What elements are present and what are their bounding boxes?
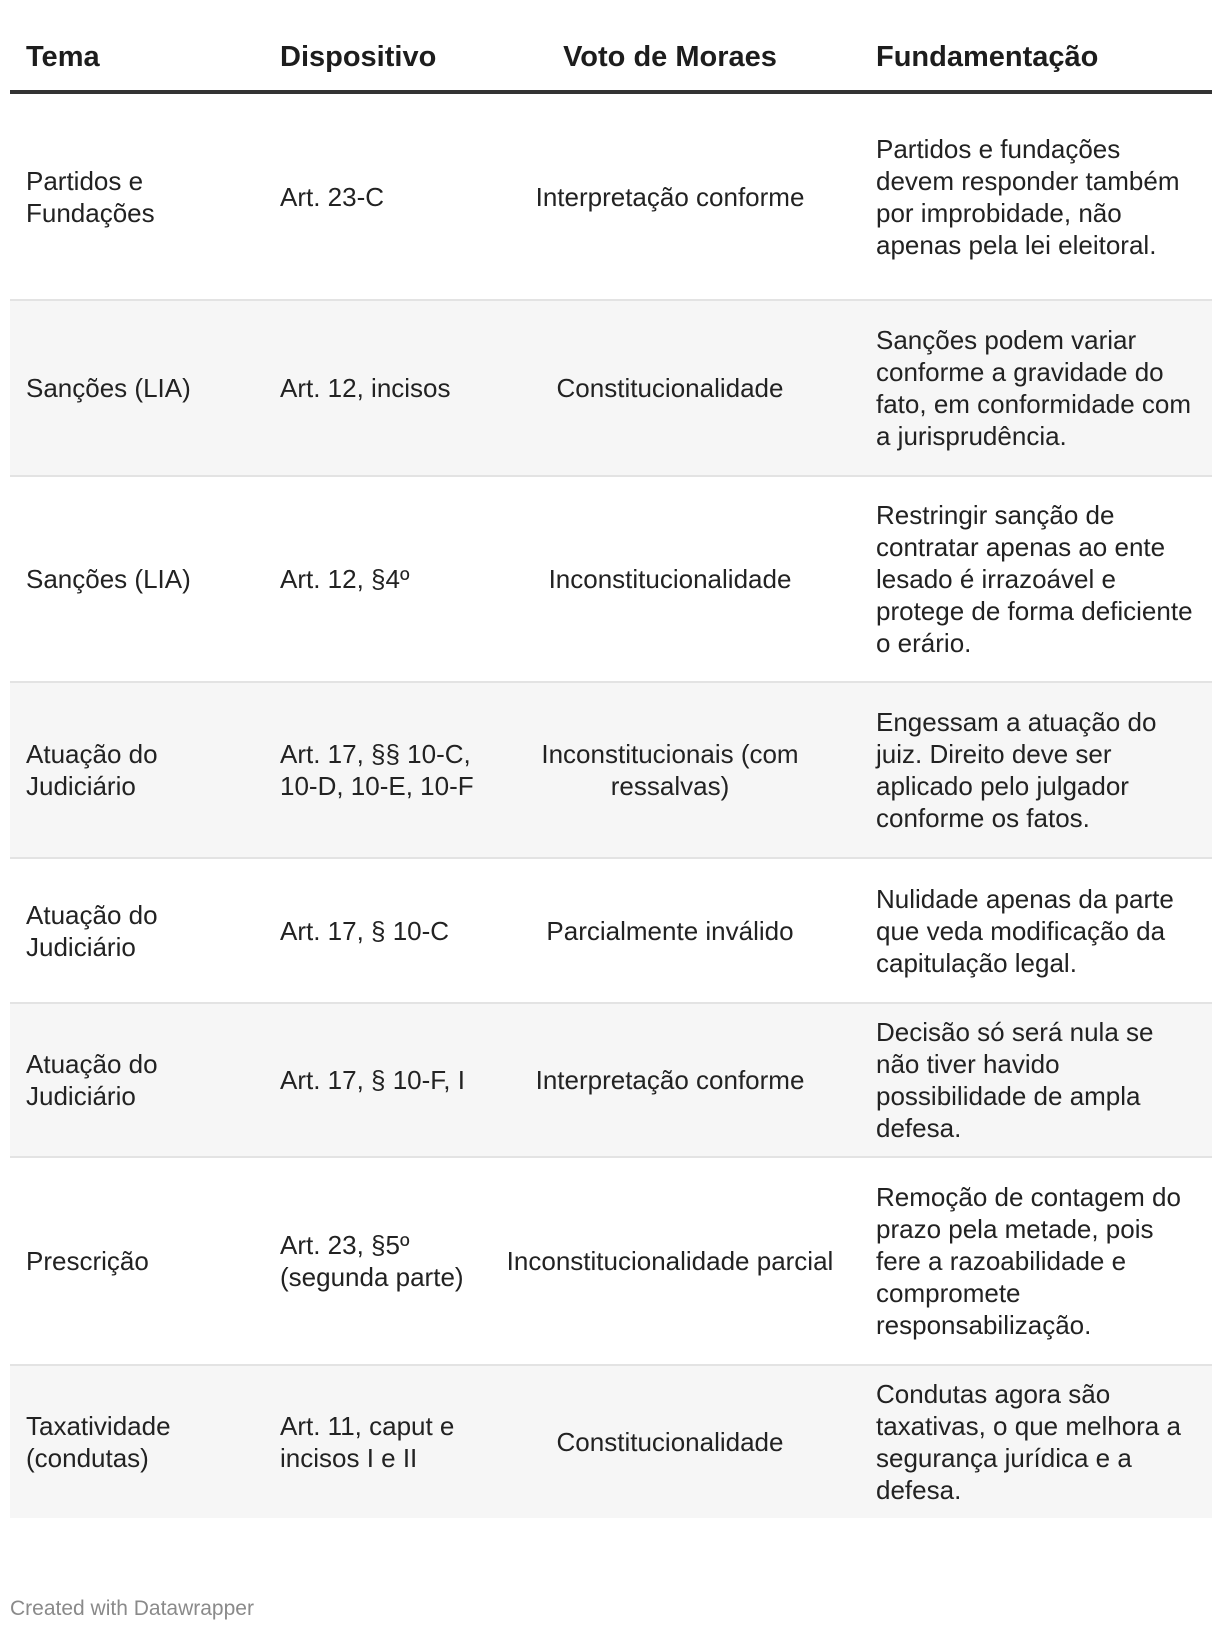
cell-voto: Inconstitucionais (com ressalvas): [480, 682, 860, 858]
cell-voto: Parcialmente inválido: [480, 858, 860, 1003]
cell-dispositivo: Art. 17, §§ 10-C, 10-D, 10-E, 10-F: [264, 682, 480, 858]
cell-tema: Prescrição: [10, 1157, 264, 1365]
cell-voto: Constitucionalidade: [480, 1365, 860, 1518]
table-row: [10, 1003, 1212, 1157]
header-row: [10, 20, 1212, 92]
cell-voto: Inconstitucionalidade: [480, 476, 860, 682]
table-header: [10, 20, 1212, 92]
cell-tema: Atuação do Judiciário: [10, 1003, 264, 1157]
cell-tema: Atuação do Judiciário: [10, 858, 264, 1003]
data-table-container: [10, 20, 1212, 1518]
table-row: [10, 476, 1212, 682]
cell-fundamentacao: Restringir sanção de contratar apenas ao ente lesado é irrazoável e protege de forma deficiente o erário.: [860, 476, 1212, 682]
cell-fundamentacao: Nulidade apenas da parte que veda modificação da capitulação legal.: [860, 858, 1212, 1003]
column-header-dispositivo[interactable]: Dispositivo: [264, 20, 480, 92]
cell-fundamentacao: Remoção de contagem do prazo pela metade, pois fere a razoabilidade e compromete responsabilização.: [860, 1157, 1212, 1365]
cell-voto: Constitucionalidade: [480, 300, 860, 476]
cell-dispositivo: Art. 23, §5º (segunda parte): [264, 1157, 480, 1365]
cell-dispositivo: Art. 17, § 10-F, I: [264, 1003, 480, 1157]
cell-voto: Inconstitucionalidade parcial: [480, 1157, 860, 1365]
table-row: [10, 92, 1212, 300]
cell-dispositivo: Art. 12, §4º: [264, 476, 480, 682]
cell-dispositivo: Art. 12, incisos: [264, 300, 480, 476]
cell-tema: Taxatividade (condutas): [10, 1365, 264, 1518]
table-row: [10, 1157, 1212, 1365]
column-header-fundamentacao[interactable]: Fundamentação: [860, 20, 1212, 92]
table-row: [10, 682, 1212, 858]
cell-voto: Interpretação conforme: [480, 92, 860, 300]
cell-tema: Partidos e Fundações: [10, 92, 264, 300]
table-body: [10, 92, 1212, 1518]
cell-fundamentacao: Sanções podem variar conforme a gravidade do fato, em conformidade com a jurisprudência.: [860, 300, 1212, 476]
cell-tema: Sanções (LIA): [10, 476, 264, 682]
cell-tema: Sanções (LIA): [10, 300, 264, 476]
cell-fundamentacao: Decisão só será nula se não tiver havido possibilidade de ampla defesa.: [860, 1003, 1212, 1157]
column-header-tema[interactable]: Tema: [10, 20, 264, 92]
cell-fundamentacao: Engessam a atuação do juiz. Direito deve ser aplicado pelo julgador conforme os fatos.: [860, 682, 1212, 858]
cell-voto: Interpretação conforme: [480, 1003, 860, 1157]
datawrapper-credit[interactable]: Created with Datawrapper: [10, 1597, 254, 1620]
cell-dispositivo: Art. 23-C: [264, 92, 480, 300]
cell-dispositivo: Art. 11, caput e incisos I e II: [264, 1365, 480, 1518]
data-table: [10, 20, 1212, 1518]
cell-fundamentacao: Partidos e fundações devem responder também por improbidade, não apenas pela lei eleitoral.: [860, 92, 1212, 300]
cell-fundamentacao: Condutas agora são taxativas, o que melhora a segurança jurídica e a defesa.: [860, 1365, 1212, 1518]
column-header-voto[interactable]: Voto de Moraes: [480, 20, 860, 92]
cell-dispositivo: Art. 17, § 10-C: [264, 858, 480, 1003]
table-row: [10, 858, 1212, 1003]
cell-tema: Atuação do Judiciário: [10, 682, 264, 858]
table-row: [10, 1365, 1212, 1518]
table-row: [10, 300, 1212, 476]
